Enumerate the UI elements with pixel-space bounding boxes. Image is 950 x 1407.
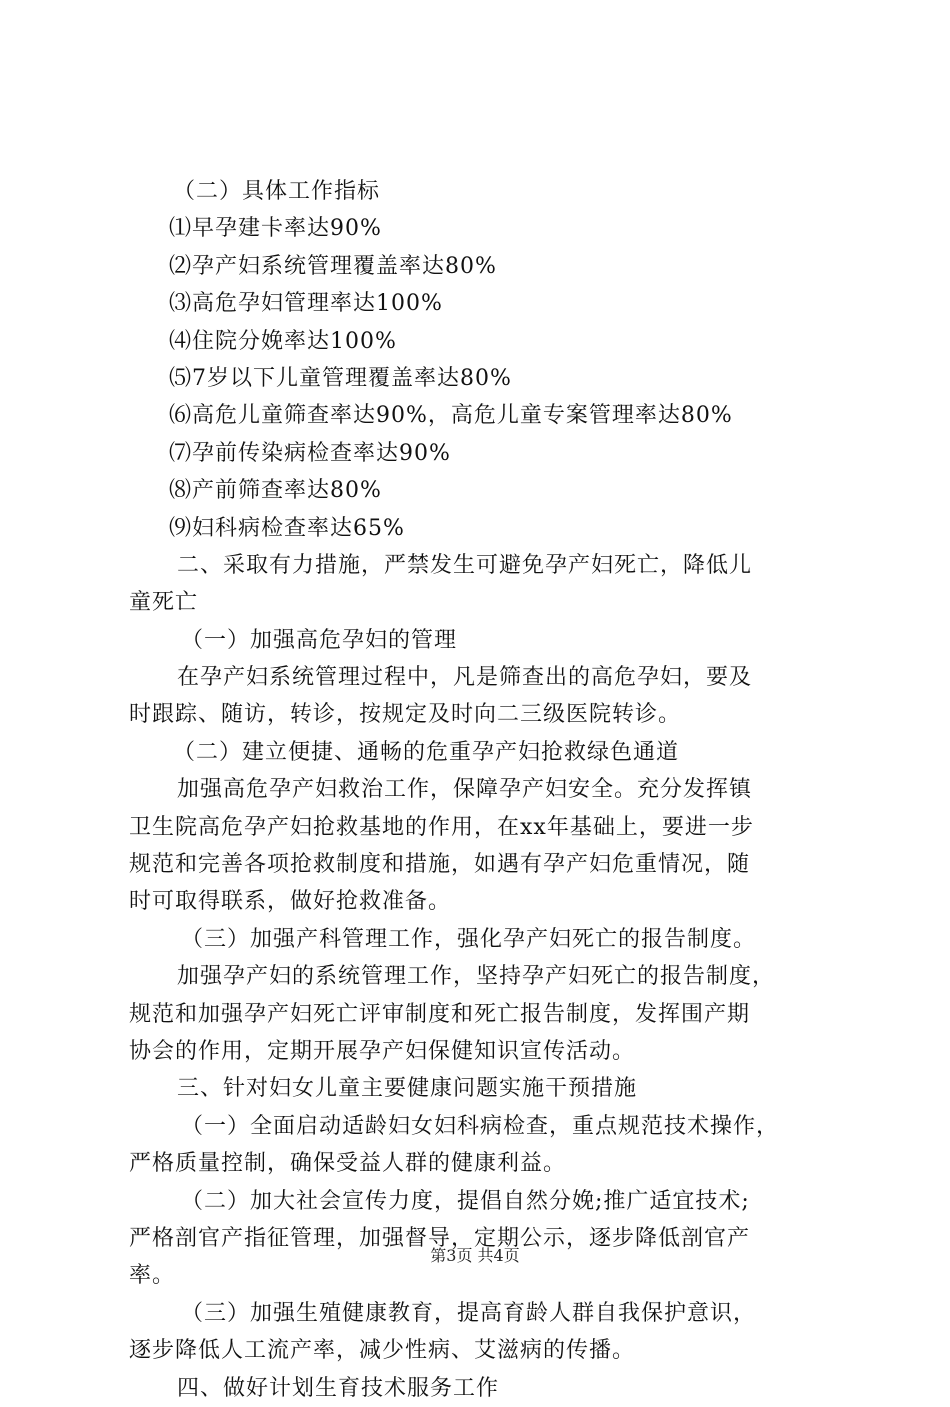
text-line: ⑵孕产妇系统管理覆盖率达80%: [169, 253, 497, 279]
text-line: ⑻产前筛查率达80%: [169, 478, 382, 504]
text-line: 加强孕产妇的系统管理工作，坚持孕产妇死亡的报告制度，: [177, 964, 776, 990]
text-line: ⑴早孕建卡率达90%: [169, 216, 382, 242]
text-line: ⑷住院分娩率达100%: [169, 328, 397, 354]
text-line: （二）具体工作指标: [173, 179, 381, 204]
text-line: 逐步降低人工流产率，减少性病、艾滋病的传播。: [129, 1338, 636, 1364]
text-line: （三）加强产科管理工作，强化孕产妇死亡的报告制度。: [181, 926, 757, 952]
text-line: 率。: [129, 1263, 176, 1289]
text-line: （二）加大社会宣传力度，提倡自然分娩;推广适宜技术;: [181, 1188, 750, 1214]
text-line: 规范和完善各项抢救制度和措施，如遇有孕产妇危重情况，随: [129, 852, 751, 878]
text-line: ⑶高危孕妇管理率达100%: [169, 291, 443, 317]
text-line: 时可取得联系，做好抢救准备。: [129, 889, 452, 915]
text-line: 时跟踪、随访，转诊，按规定及时向二三级医院转诊。: [129, 702, 682, 728]
text-line: 四、做好计划生育技术服务工作: [177, 1375, 500, 1401]
text-line: 在孕产妇系统管理过程中，凡是筛查出的高危孕妇，要及: [177, 665, 753, 691]
text-line: 严格剖官产指征管理，加强督导，定期公示，逐步降低剖官产: [129, 1225, 751, 1251]
text-line: 严格质量控制，确保受益人群的健康利益。: [129, 1151, 567, 1177]
text-line: （一）全面启动适龄妇女妇科病检查，重点规范技术操作，: [181, 1113, 780, 1139]
page-footer: 第3页 共4页: [430, 1246, 520, 1265]
text-line: 协会的作用，定期开展孕产妇保健知识宣传活动。: [129, 1038, 636, 1064]
text-line: （一）加强高危孕妇的管理: [181, 627, 458, 653]
text-line: ⑹高危儿童筛查率达90%，高危儿童专案管理率达80%: [169, 403, 733, 429]
text-line: 加强高危孕产妇救治工作，保障孕产妇安全。充分发挥镇: [177, 777, 753, 803]
text-line: （二）建立便捷、通畅的危重孕产妇抢救绿色通道: [173, 739, 680, 765]
text-line: ⑸7岁以下儿童管理覆盖率达80%: [169, 365, 512, 391]
text-line: （三）加强生殖健康教育，提高育龄人群自我保护意识，: [181, 1300, 757, 1326]
text-line: ⑺孕前传染病检查率达90%: [169, 440, 451, 466]
text-line: ⑼妇科病检查率达65%: [169, 515, 405, 541]
text-line: 童死亡: [129, 590, 199, 616]
text-line: 三、针对妇女儿童主要健康问题实施干预措施: [177, 1076, 638, 1102]
text-line: 规范和加强孕产妇死亡评审制度和死亡报告制度，发挥围产期: [129, 1001, 751, 1027]
text-line: 二、采取有力措施，严禁发生可避免孕产妇死亡，降低儿: [177, 552, 753, 578]
text-line: 卫生院高危孕产妇抢救基地的作用，在xx年基础上，要进一步: [129, 814, 754, 840]
document-body: [129, 173, 829, 1407]
